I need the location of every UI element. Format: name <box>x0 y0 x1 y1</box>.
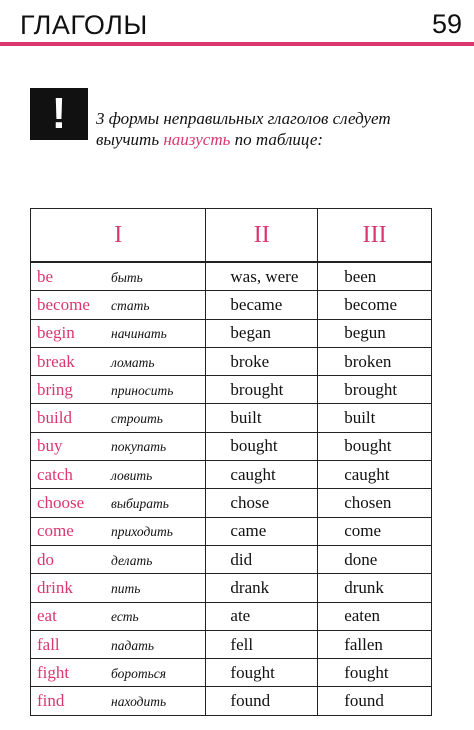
verb-translation: ловить <box>111 467 153 483</box>
column-header-iii: III <box>318 209 432 263</box>
table-row <box>31 432 432 460</box>
verb-past-participle: eaten <box>318 602 432 630</box>
verb-past-participle: bought <box>318 432 432 460</box>
verb-infinitive: bring <box>37 379 73 399</box>
verb-past-simple: drank <box>206 574 318 602</box>
verb-past-participle: broken <box>318 347 432 375</box>
table-row <box>31 687 432 715</box>
verb-infinitive: begin <box>37 323 75 343</box>
verb-infinitive: do <box>37 549 54 569</box>
verb-infinitive: break <box>37 351 75 371</box>
exclamation-icon: ! <box>30 88 88 140</box>
instruction-text <box>96 108 456 150</box>
verb-translation: стать <box>111 297 150 313</box>
form-i-cell <box>31 461 206 489</box>
form-i-cell <box>31 291 206 319</box>
table-row <box>31 602 432 630</box>
form-i-cell <box>31 602 206 630</box>
verb-translation: ломать <box>111 354 155 370</box>
verb-infinitive: build <box>37 408 72 428</box>
verb-infinitive: catch <box>37 464 73 484</box>
table-row <box>31 461 432 489</box>
verb-past-simple: fell <box>206 630 318 658</box>
verb-translation: приходить <box>111 524 173 540</box>
verb-past-simple: did <box>206 545 318 573</box>
table-row <box>31 545 432 573</box>
verb-translation: быть <box>111 269 143 285</box>
verb-past-participle: begun <box>318 319 432 347</box>
verb-past-participle: caught <box>318 461 432 489</box>
irregular-verbs-table <box>30 208 432 716</box>
verb-infinitive: find <box>37 691 65 711</box>
verb-translation: выбирать <box>111 496 169 512</box>
table-row <box>31 517 432 545</box>
instruction-highlight: наизусть <box>163 130 231 149</box>
verb-translation: падать <box>111 637 154 653</box>
form-i-cell <box>31 574 206 602</box>
verb-translation: начинать <box>111 326 167 342</box>
form-i-cell <box>31 319 206 347</box>
verb-past-simple: caught <box>206 461 318 489</box>
table-row <box>31 347 432 375</box>
form-i-cell <box>31 404 206 432</box>
instruction-text-end: по таблице: <box>230 130 324 149</box>
verb-past-simple: bought <box>206 432 318 460</box>
verb-past-simple: broke <box>206 347 318 375</box>
form-i-cell <box>31 432 206 460</box>
verb-past-simple: was, were <box>206 262 318 291</box>
page-title: ГЛАГОЛЫ <box>20 10 148 40</box>
verb-past-participle: come <box>318 517 432 545</box>
verb-infinitive: eat <box>37 606 57 626</box>
verb-past-simple: ate <box>206 602 318 630</box>
table-row <box>31 630 432 658</box>
verb-translation: делать <box>111 552 153 568</box>
verb-past-participle: brought <box>318 376 432 404</box>
verb-infinitive: become <box>37 294 90 314</box>
verb-past-participle: built <box>318 404 432 432</box>
verb-past-participle: drunk <box>318 574 432 602</box>
form-i-cell <box>31 687 206 715</box>
form-i-cell <box>31 630 206 658</box>
table-row <box>31 262 432 291</box>
verb-past-simple: fought <box>206 659 318 687</box>
table-row <box>31 376 432 404</box>
verb-past-participle: fought <box>318 659 432 687</box>
verb-infinitive: fight <box>37 662 70 682</box>
table-row <box>31 291 432 319</box>
verb-infinitive: be <box>37 266 54 286</box>
header-divider <box>0 42 474 46</box>
form-i-cell <box>31 489 206 517</box>
table-row <box>31 404 432 432</box>
column-header-i: I <box>31 209 206 263</box>
verb-translation: покупать <box>111 439 167 455</box>
form-i-cell <box>31 376 206 404</box>
verb-past-simple: found <box>206 687 318 715</box>
verb-past-simple: came <box>206 517 318 545</box>
verb-past-participle: found <box>318 687 432 715</box>
form-i-cell <box>31 659 206 687</box>
table-row <box>31 489 432 517</box>
verb-past-participle: done <box>318 545 432 573</box>
form-i-cell <box>31 262 206 291</box>
table-row <box>31 659 432 687</box>
verb-past-simple: chose <box>206 489 318 517</box>
verb-translation: есть <box>111 609 139 625</box>
verb-translation: приносить <box>111 382 174 398</box>
verb-translation: пить <box>111 580 141 596</box>
instruction-text-start: 3 формы неправильных глаголов следует выучить <box>96 109 391 149</box>
form-i-cell <box>31 517 206 545</box>
verb-translation: находить <box>111 694 167 710</box>
verb-past-simple: began <box>206 319 318 347</box>
verb-past-participle: been <box>318 262 432 291</box>
table-header-row <box>31 209 432 263</box>
table-row <box>31 574 432 602</box>
verb-past-participle: become <box>318 291 432 319</box>
column-header-ii: II <box>206 209 318 263</box>
verb-infinitive: drink <box>37 577 73 597</box>
form-i-cell <box>31 347 206 375</box>
verb-past-participle: chosen <box>318 489 432 517</box>
verb-past-simple: brought <box>206 376 318 404</box>
verb-translation: строить <box>111 411 163 427</box>
verb-past-simple: became <box>206 291 318 319</box>
table-row <box>31 319 432 347</box>
verb-past-participle: fallen <box>318 630 432 658</box>
page-number: 59 <box>431 9 462 39</box>
verb-infinitive: choose <box>37 493 85 513</box>
verb-infinitive: fall <box>37 634 60 654</box>
verb-past-simple: built <box>206 404 318 432</box>
verb-translation: бороться <box>111 665 167 681</box>
verb-infinitive: buy <box>37 436 63 456</box>
form-i-cell <box>31 545 206 573</box>
verb-infinitive: come <box>37 521 74 541</box>
